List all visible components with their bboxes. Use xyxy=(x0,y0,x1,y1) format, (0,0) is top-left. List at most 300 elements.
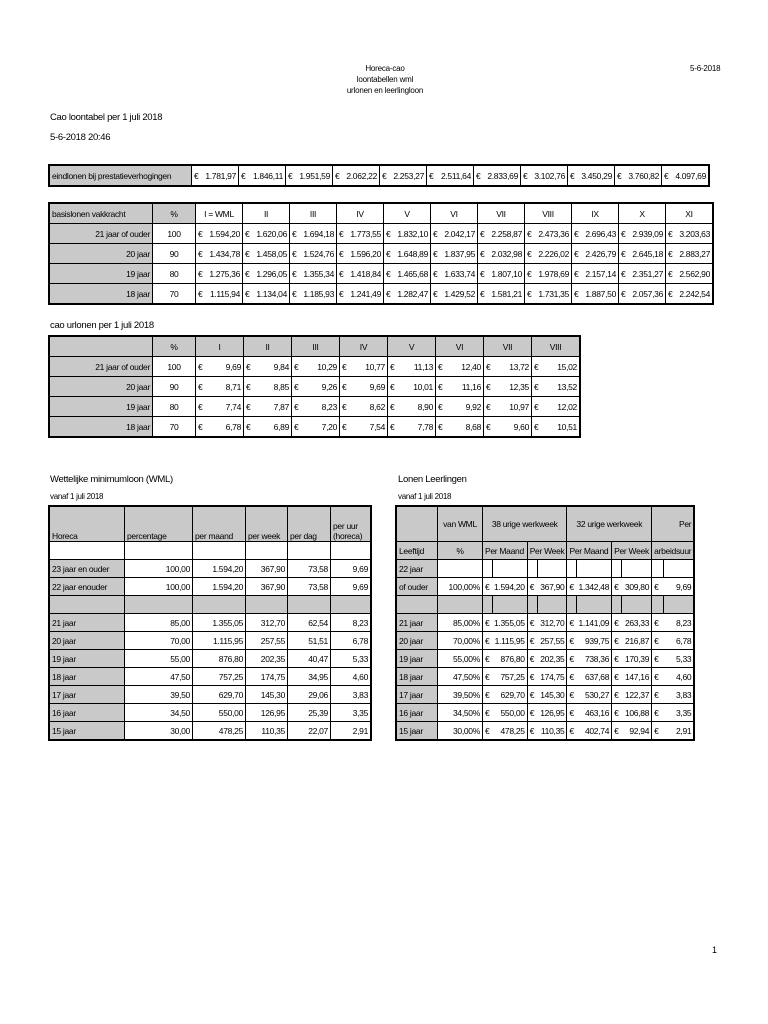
value-cell: 216,87 xyxy=(621,632,652,650)
value-cell: 126,95 xyxy=(246,704,288,722)
row-label: 19 jaar xyxy=(49,650,125,668)
value-cell: 10,29 xyxy=(301,357,340,377)
pct-cell: 90 xyxy=(153,244,196,264)
currency-symbol: € xyxy=(483,686,493,704)
table-row xyxy=(49,560,371,578)
value-cell: 8,23 xyxy=(301,397,340,417)
blank-row xyxy=(396,596,694,614)
value-cell: 1.434,78 xyxy=(205,244,243,264)
value-cell: 1.115,95 xyxy=(492,632,527,650)
column-header: Horeca xyxy=(49,506,125,542)
column-header: VIII xyxy=(525,203,572,224)
value-cell: 2.426,79 xyxy=(581,244,619,264)
blank-cell xyxy=(331,542,372,560)
doc-header xyxy=(300,63,470,96)
value-cell: 12,35 xyxy=(493,377,532,397)
currency-symbol: € xyxy=(567,632,577,650)
blank-cell xyxy=(396,596,438,614)
value-cell: 629,70 xyxy=(193,686,246,704)
currency-symbol: € xyxy=(436,417,446,438)
value-cell: 9,84 xyxy=(253,357,292,377)
column-header: II xyxy=(243,203,290,224)
currency-symbol: € xyxy=(615,165,625,186)
value-cell: 2.242,54 xyxy=(675,284,713,305)
currency-symbol: € xyxy=(340,417,350,438)
table-row xyxy=(49,722,371,741)
currency-symbol: € xyxy=(525,264,535,284)
table-row xyxy=(396,704,694,722)
value-cell: 3.450,29 xyxy=(577,165,615,186)
currency-symbol: € xyxy=(196,357,206,377)
currency-symbol: € xyxy=(484,377,494,397)
currency-symbol: € xyxy=(567,614,577,632)
currency-symbol: € xyxy=(384,244,394,264)
value-cell: 757,25 xyxy=(492,668,527,686)
value-cell: 145,30 xyxy=(537,686,567,704)
blank-cell xyxy=(331,596,372,614)
value-cell: 7,87 xyxy=(253,397,292,417)
value-cell: 1.134,04 xyxy=(252,284,290,305)
value-cell: 5,33 xyxy=(663,650,694,668)
blank-cell xyxy=(438,560,483,578)
value-cell: 478,25 xyxy=(492,722,527,741)
row-label: 21 jaar xyxy=(49,614,125,632)
value-cell: 3,35 xyxy=(663,704,694,722)
currency-symbol: € xyxy=(244,377,254,397)
column-header: 32 urige werkweek xyxy=(567,506,652,542)
row-label: eindlonen bij prestatieverhogingen xyxy=(49,165,192,186)
currency-symbol: € xyxy=(567,686,577,704)
value-cell: 9,69 xyxy=(331,560,372,578)
value-cell: 629,70 xyxy=(492,686,527,704)
blank-cell xyxy=(652,560,664,578)
value-cell: 12,02 xyxy=(541,397,580,417)
currency-symbol: € xyxy=(652,704,664,722)
blank-cell xyxy=(49,596,125,614)
value-cell: 1.465,68 xyxy=(393,264,431,284)
currency-symbol: € xyxy=(243,284,253,305)
row-label: 16 jaar xyxy=(396,704,438,722)
value-cell: 106,88 xyxy=(621,704,652,722)
table-row xyxy=(396,668,694,686)
currency-symbol: € xyxy=(662,165,672,186)
leerlingen-title: Lonen Leerlingen xyxy=(398,474,467,485)
row-label: 18 jaar xyxy=(396,668,438,686)
table-row xyxy=(49,165,709,186)
currency-symbol: € xyxy=(527,632,537,650)
value-cell: 4,60 xyxy=(663,668,694,686)
table-row xyxy=(396,650,694,668)
value-cell: 1.951,59 xyxy=(295,165,333,186)
row-label: 17 jaar xyxy=(49,686,125,704)
value-cell: 1.594,20 xyxy=(205,224,243,244)
value-cell: 1.633,74 xyxy=(440,264,478,284)
pct-cell: 70 xyxy=(153,417,196,438)
table-row xyxy=(49,357,580,377)
value-cell: 1.355,05 xyxy=(193,614,246,632)
value-cell: 4,60 xyxy=(331,668,372,686)
currency-symbol: € xyxy=(384,284,394,305)
value-cell: 2.042,17 xyxy=(440,224,478,244)
currency-symbol: € xyxy=(527,686,537,704)
header-date: 5-6-2018 xyxy=(690,64,721,73)
value-cell: 73,58 xyxy=(288,560,331,578)
column-header: VI xyxy=(436,336,484,357)
currency-symbol: € xyxy=(427,165,437,186)
currency-symbol: € xyxy=(652,722,664,741)
currency-symbol: € xyxy=(192,165,202,186)
value-cell: 100,00 xyxy=(125,560,193,578)
pct-cell: 80 xyxy=(153,397,196,417)
value-cell: 10,51 xyxy=(541,417,580,438)
value-cell: 34,95 xyxy=(288,668,331,686)
value-cell: 110,35 xyxy=(246,722,288,741)
value-cell: 7,78 xyxy=(397,417,436,438)
blank-cell xyxy=(527,560,537,578)
currency-symbol: € xyxy=(436,377,446,397)
row-label: 19 jaar xyxy=(396,650,438,668)
currency-symbol: € xyxy=(388,357,398,377)
row-label: 15 jaar xyxy=(49,722,125,741)
column-header: Per Week xyxy=(527,542,567,560)
currency-symbol: € xyxy=(431,244,441,264)
currency-symbol: € xyxy=(572,264,582,284)
blank-cell xyxy=(288,596,331,614)
blank-cell xyxy=(49,542,125,560)
currency-symbol: € xyxy=(337,224,347,244)
value-cell: 3,83 xyxy=(331,686,372,704)
currency-symbol: € xyxy=(292,377,302,397)
currency-symbol: € xyxy=(388,397,398,417)
row-label: 23 jaar en ouder xyxy=(49,560,125,578)
currency-symbol: € xyxy=(532,397,542,417)
currency-symbol: € xyxy=(612,650,622,668)
column-header: IV xyxy=(337,203,384,224)
row-label: 19 jaar xyxy=(49,397,153,417)
value-cell: 11,16 xyxy=(445,377,484,397)
currency-symbol: € xyxy=(567,722,577,741)
currency-symbol: € xyxy=(666,264,676,284)
currency-symbol: € xyxy=(243,264,253,284)
value-cell: 2.157,14 xyxy=(581,264,619,284)
currency-symbol: € xyxy=(483,650,493,668)
currency-symbol: € xyxy=(619,244,629,264)
blank-row xyxy=(49,596,371,614)
value-cell: 1.282,47 xyxy=(393,284,431,305)
blank-row xyxy=(49,542,371,560)
column-header: X xyxy=(619,203,666,224)
currency-symbol: € xyxy=(612,578,622,596)
value-cell: 367,90 xyxy=(246,560,288,578)
value-cell: 22,07 xyxy=(288,722,331,741)
blank-cell xyxy=(438,596,483,614)
currency-symbol: € xyxy=(612,668,622,686)
value-cell: 2.883,27 xyxy=(675,244,713,264)
value-cell: 9,69 xyxy=(331,578,372,596)
value-cell: 51,51 xyxy=(288,632,331,650)
value-cell: 13,52 xyxy=(541,377,580,397)
table-row xyxy=(49,224,713,244)
value-cell: 3.760,82 xyxy=(624,165,662,186)
currency-symbol: € xyxy=(525,224,535,244)
blank-cell xyxy=(621,560,652,578)
currency-symbol: € xyxy=(286,165,296,186)
value-cell: 70,00 xyxy=(125,632,193,650)
value-cell: 2.473,36 xyxy=(534,224,572,244)
value-cell: 29,06 xyxy=(288,686,331,704)
column-header: Per Maand xyxy=(483,542,528,560)
value-cell: 2.062,22 xyxy=(342,165,380,186)
value-cell: 25,39 xyxy=(288,704,331,722)
header-row xyxy=(49,336,580,357)
currency-symbol: € xyxy=(666,284,676,305)
currency-symbol: € xyxy=(483,704,493,722)
column-header: I xyxy=(196,336,244,357)
currency-symbol: € xyxy=(290,224,300,244)
wml-table xyxy=(48,505,372,741)
pct-cell: 100,00% xyxy=(438,578,483,596)
blank-cell xyxy=(576,560,611,578)
column-header: 38 urige werkweek xyxy=(483,506,567,542)
currency-symbol: € xyxy=(532,377,542,397)
value-cell: 8,68 xyxy=(445,417,484,438)
table-row xyxy=(396,686,694,704)
table-row xyxy=(49,614,371,632)
column-header: % xyxy=(438,542,483,560)
value-cell: 7,54 xyxy=(349,417,388,438)
currency-symbol: € xyxy=(532,357,542,377)
value-cell: 757,25 xyxy=(193,668,246,686)
currency-symbol: € xyxy=(196,224,206,244)
value-cell: 5,33 xyxy=(331,650,372,668)
currency-symbol: € xyxy=(478,264,488,284)
currency-symbol: € xyxy=(290,284,300,305)
currency-symbol: € xyxy=(388,417,398,438)
value-cell: 402,74 xyxy=(576,722,611,741)
currency-symbol: € xyxy=(652,614,664,632)
value-cell: 3.203,63 xyxy=(675,224,713,244)
value-cell: 1.418,84 xyxy=(346,264,384,284)
value-cell: 15,02 xyxy=(541,357,580,377)
table-row xyxy=(49,704,371,722)
currency-symbol: € xyxy=(478,224,488,244)
value-cell: 1.115,95 xyxy=(193,632,246,650)
basislonen-table xyxy=(48,202,714,305)
currency-symbol: € xyxy=(484,417,494,438)
column-header: IX xyxy=(572,203,619,224)
blank-cell xyxy=(537,596,567,614)
value-cell: 1.648,89 xyxy=(393,244,431,264)
table-row xyxy=(49,650,371,668)
blank-cell xyxy=(246,542,288,560)
value-cell: 11,13 xyxy=(397,357,436,377)
column-header: percentage xyxy=(125,506,193,542)
value-cell: 73,58 xyxy=(288,578,331,596)
table-row xyxy=(49,284,713,305)
pct-cell: 30,00% xyxy=(438,722,483,741)
value-cell: 2.253,27 xyxy=(389,165,427,186)
value-cell: 1.355,34 xyxy=(299,264,337,284)
currency-symbol: € xyxy=(380,165,390,186)
row-label: 22 jaar enouder xyxy=(49,578,125,596)
currency-symbol: € xyxy=(619,264,629,284)
currency-symbol: € xyxy=(337,284,347,305)
value-cell: 174,75 xyxy=(246,668,288,686)
currency-symbol: € xyxy=(612,632,622,650)
value-cell: 1.620,06 xyxy=(252,224,290,244)
column-header: per maand xyxy=(193,506,246,542)
blank-cell xyxy=(483,596,493,614)
column-header: III xyxy=(290,203,337,224)
currency-symbol: € xyxy=(478,284,488,305)
value-cell: 2.562,90 xyxy=(675,264,713,284)
value-cell: 312,70 xyxy=(537,614,567,632)
currency-symbol: € xyxy=(666,244,676,264)
row-label: 20 jaar xyxy=(49,244,153,264)
value-cell: 1.594,20 xyxy=(193,560,246,578)
value-cell: 4.097,69 xyxy=(671,165,709,186)
currency-symbol: € xyxy=(567,704,577,722)
currency-symbol: € xyxy=(384,224,394,244)
value-cell: 1.781,97 xyxy=(201,165,239,186)
value-cell: 876,80 xyxy=(492,650,527,668)
blank-cell xyxy=(125,542,193,560)
value-cell: 170,39 xyxy=(621,650,652,668)
blank-cell xyxy=(125,596,193,614)
value-cell: 1.837,95 xyxy=(440,244,478,264)
currency-symbol: € xyxy=(612,704,622,722)
currency-symbol: € xyxy=(478,244,488,264)
table-row xyxy=(49,578,371,596)
value-cell: 257,55 xyxy=(537,632,567,650)
currency-symbol: € xyxy=(196,264,206,284)
value-cell: 530,27 xyxy=(576,686,611,704)
column-header: % xyxy=(153,203,196,224)
value-cell: 1.581,21 xyxy=(487,284,525,305)
currency-symbol: € xyxy=(290,244,300,264)
wml-subtitle: vanaf 1 juli 2018 xyxy=(50,492,104,501)
currency-symbol: € xyxy=(666,224,676,244)
header-blank xyxy=(49,336,153,357)
pct-cell: 70,00% xyxy=(438,632,483,650)
value-cell: 1.115,94 xyxy=(205,284,243,305)
value-cell: 2.939,09 xyxy=(628,224,666,244)
table-row xyxy=(49,377,580,397)
table-row xyxy=(396,560,694,578)
row-label: 17 jaar xyxy=(396,686,438,704)
leerlingen-table xyxy=(395,505,695,741)
currency-symbol: € xyxy=(474,165,484,186)
row-label: 19 jaar xyxy=(49,264,153,284)
currency-symbol: € xyxy=(337,244,347,264)
blank-cell xyxy=(492,596,527,614)
value-cell: 463,16 xyxy=(576,704,611,722)
currency-symbol: € xyxy=(196,377,206,397)
currency-symbol: € xyxy=(436,357,446,377)
value-cell: 550,00 xyxy=(492,704,527,722)
value-cell: 478,25 xyxy=(193,722,246,741)
blank-cell xyxy=(612,560,622,578)
currency-symbol: € xyxy=(484,397,494,417)
currency-symbol: € xyxy=(652,578,664,596)
value-cell: 47,50 xyxy=(125,668,193,686)
table-row xyxy=(49,397,580,417)
header-row xyxy=(49,506,371,542)
value-cell: 8,62 xyxy=(349,397,388,417)
currency-symbol: € xyxy=(619,224,629,244)
value-cell: 1.978,69 xyxy=(534,264,572,284)
value-cell: 1.355,05 xyxy=(492,614,527,632)
value-cell: 10,77 xyxy=(349,357,388,377)
value-cell: 1.694,18 xyxy=(299,224,337,244)
value-cell: 1.887,50 xyxy=(581,284,619,305)
leerlingen-subtitle: vanaf 1 juli 2018 xyxy=(398,492,452,501)
row-label: 21 jaar xyxy=(396,614,438,632)
value-cell: 1.342,48 xyxy=(576,578,611,596)
row-label: 22 jaar xyxy=(396,560,438,578)
row-label: of ouder xyxy=(396,578,438,596)
value-cell: 8,90 xyxy=(397,397,436,417)
value-cell: 126,95 xyxy=(537,704,567,722)
value-cell: 174,75 xyxy=(537,668,567,686)
currency-symbol: € xyxy=(244,417,254,438)
column-header: Per Week xyxy=(612,542,652,560)
column-header: Leeftijd xyxy=(396,542,438,560)
pct-cell: 100 xyxy=(153,357,196,377)
column-header: VII xyxy=(484,336,532,357)
pct-cell: 70 xyxy=(153,284,196,305)
currency-symbol: € xyxy=(431,264,441,284)
currency-symbol: € xyxy=(572,244,582,264)
value-cell: 85,00 xyxy=(125,614,193,632)
currency-symbol: € xyxy=(567,578,577,596)
currency-symbol: € xyxy=(196,284,206,305)
currency-symbol: € xyxy=(612,722,622,741)
wml-title: Wettelijke minimumloon (WML) xyxy=(50,474,173,485)
row-label: 18 jaar xyxy=(49,284,153,305)
value-cell: 2,91 xyxy=(663,722,694,741)
table-row xyxy=(49,632,371,650)
currency-symbol: € xyxy=(292,397,302,417)
value-cell: 1.296,05 xyxy=(252,264,290,284)
currency-symbol: € xyxy=(572,284,582,305)
header-line-1: Horeca-cao xyxy=(365,64,405,73)
column-header: I = WML xyxy=(196,203,243,224)
value-cell: 1.773,55 xyxy=(346,224,384,244)
currency-symbol: € xyxy=(652,632,664,650)
value-cell: 6,78 xyxy=(663,632,694,650)
currency-symbol: € xyxy=(340,397,350,417)
currency-symbol: € xyxy=(196,417,206,438)
currency-symbol: € xyxy=(244,397,254,417)
blank-cell xyxy=(567,596,577,614)
currency-symbol: € xyxy=(290,264,300,284)
value-cell: 100,00 xyxy=(125,578,193,596)
value-cell: 40,47 xyxy=(288,650,331,668)
value-cell: 13,72 xyxy=(493,357,532,377)
row-label: 21 jaar of ouder xyxy=(49,224,153,244)
pct-cell: 80 xyxy=(153,264,196,284)
value-cell: 1.596,20 xyxy=(346,244,384,264)
table-row xyxy=(49,686,371,704)
blank-cell xyxy=(537,560,567,578)
column-header: van WML xyxy=(438,506,483,542)
currency-symbol: € xyxy=(483,722,493,741)
value-cell: 147,16 xyxy=(621,668,652,686)
value-cell: 2.057,36 xyxy=(628,284,666,305)
currency-symbol: € xyxy=(388,377,398,397)
currency-symbol: € xyxy=(292,417,302,438)
